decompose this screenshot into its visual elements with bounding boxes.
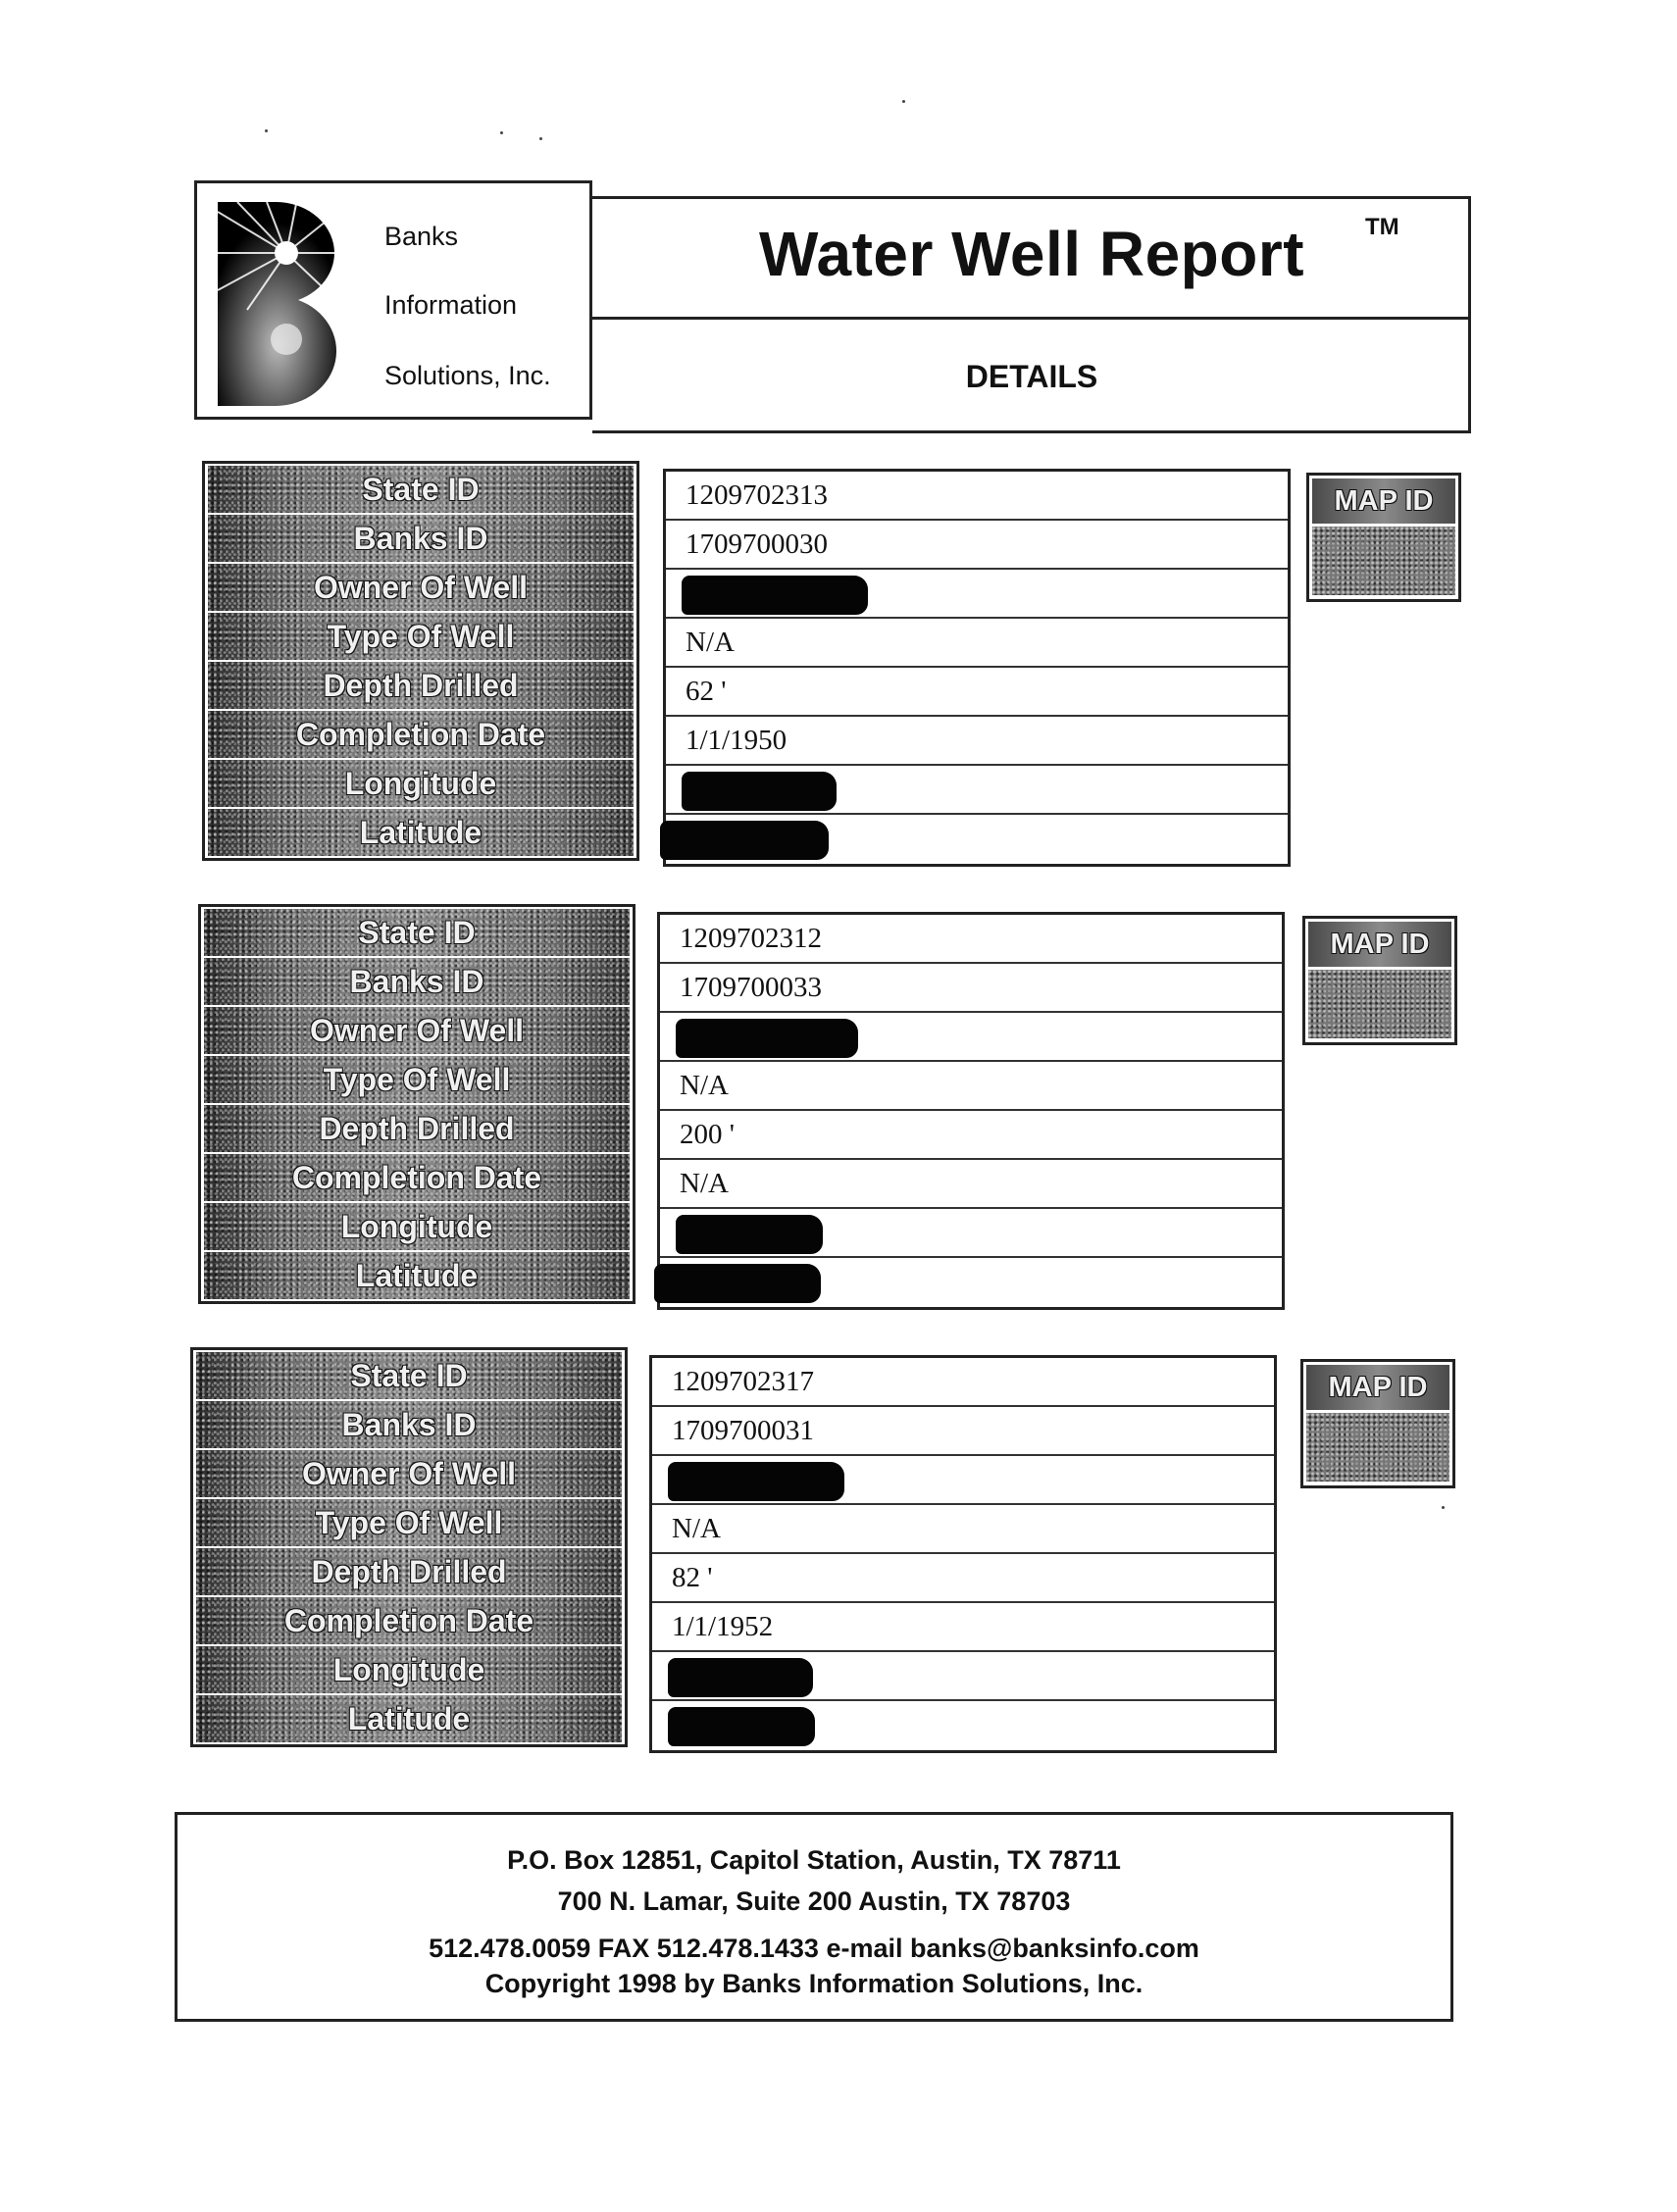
scan-speck: [500, 131, 503, 134]
label-completion-date: Completion Date: [204, 1154, 630, 1201]
label-depth-drilled: Depth Drilled: [204, 1105, 630, 1152]
label-owner-of-well: Owner Of Well: [196, 1450, 622, 1497]
value-type-of-well: N/A: [652, 1505, 1274, 1554]
label-completion-date: Completion Date: [196, 1597, 622, 1644]
scan-speck: [539, 137, 542, 140]
value-depth-drilled: 82 ': [652, 1554, 1274, 1603]
label-state-id: State ID: [196, 1352, 622, 1399]
label-longitude: Longitude: [196, 1646, 622, 1693]
company-name-line-2: Information: [384, 290, 518, 320]
label-state-id: State ID: [208, 466, 634, 513]
redaction-mark: [660, 821, 829, 860]
value-type-of-well: N/A: [660, 1062, 1282, 1111]
label-type-of-well: Type Of Well: [208, 613, 634, 660]
footer-po-box: P.O. Box 12851, Capitol Station, Austin, TX 78711: [507, 1845, 1121, 1875]
scan-speck: [902, 100, 905, 103]
map-id-label: MAP ID: [1312, 478, 1455, 524]
redaction-mark: [668, 1658, 813, 1697]
label-depth-drilled: Depth Drilled: [196, 1548, 622, 1595]
value-latitude: [666, 815, 1288, 864]
company-name-line-3: Solutions, Inc.: [384, 361, 551, 390]
value-type-of-well: N/A: [666, 619, 1288, 668]
value-completion-date: 1/1/1950: [666, 717, 1288, 766]
label-banks-id: Banks ID: [208, 515, 634, 562]
footer-copyright: Copyright 1998 by Banks Information Solutions, Inc.: [484, 1969, 1143, 1998]
map-id-value: [1308, 970, 1451, 1038]
redaction-mark: [676, 1019, 858, 1058]
value-banks-id: 1709700033: [660, 964, 1282, 1013]
footer-street-address: 700 N. Lamar, Suite 200 Austin, TX 78703: [557, 1886, 1071, 1916]
well-2-values: [657, 912, 1285, 1310]
label-longitude: Longitude: [204, 1203, 630, 1250]
value-completion-date: 1/1/1952: [652, 1603, 1274, 1652]
well-2-labels: [198, 904, 635, 1304]
label-completion-date: Completion Date: [208, 711, 634, 758]
redaction-mark: [668, 1707, 815, 1746]
redaction-mark: [668, 1462, 844, 1501]
banks-logo-icon: [218, 202, 353, 406]
label-owner-of-well: Owner Of Well: [204, 1007, 630, 1054]
well-2-map-id: [1302, 916, 1457, 1045]
label-banks-id: Banks ID: [196, 1401, 622, 1448]
label-longitude: Longitude: [208, 760, 634, 807]
report-title: Water Well Report: [758, 219, 1305, 289]
title-divider: [592, 317, 1471, 320]
redaction-mark: [682, 576, 868, 615]
company-name-line-1: Banks: [384, 222, 459, 251]
label-state-id: State ID: [204, 909, 630, 956]
value-depth-drilled: 62 ': [666, 668, 1288, 717]
map-id-label: MAP ID: [1306, 1365, 1449, 1410]
label-banks-id: Banks ID: [204, 958, 630, 1005]
well-3-values: [649, 1355, 1277, 1753]
map-id-value: [1312, 527, 1455, 595]
value-owner-of-well: [660, 1013, 1282, 1062]
footer-contact-line: 512.478.0059 FAX 512.478.1433 e-mail banks@banksinfo.com: [429, 1934, 1199, 1963]
scan-speck: [1442, 1506, 1445, 1509]
value-longitude: [666, 766, 1288, 815]
value-owner-of-well: [666, 570, 1288, 619]
redaction-mark: [676, 1215, 823, 1254]
scan-speck: [265, 129, 268, 132]
redaction-mark: [654, 1264, 821, 1303]
value-longitude: [652, 1652, 1274, 1701]
well-3-labels: [190, 1347, 628, 1747]
well-1-values: [663, 469, 1291, 867]
label-type-of-well: Type Of Well: [204, 1056, 630, 1103]
value-latitude: [660, 1258, 1282, 1307]
label-latitude: Latitude: [204, 1252, 630, 1299]
label-latitude: Latitude: [196, 1695, 622, 1742]
details-heading: DETAILS: [965, 359, 1098, 394]
value-state-id: 1209702312: [660, 915, 1282, 964]
label-latitude: Latitude: [208, 809, 634, 856]
value-banks-id: 1709700031: [652, 1407, 1274, 1456]
value-longitude: [660, 1209, 1282, 1258]
value-completion-date: N/A: [660, 1160, 1282, 1209]
value-state-id: 1209702317: [652, 1358, 1274, 1407]
label-depth-drilled: Depth Drilled: [208, 662, 634, 709]
well-3-map-id: [1300, 1359, 1455, 1488]
label-type-of-well: Type Of Well: [196, 1499, 622, 1546]
map-id-value: [1306, 1413, 1449, 1482]
well-1-labels: [202, 461, 639, 861]
well-1-map-id: [1306, 473, 1461, 602]
value-depth-drilled: 200 ': [660, 1111, 1282, 1160]
value-latitude: [652, 1701, 1274, 1750]
trademark-mark: TM: [1365, 214, 1399, 240]
value-banks-id: 1709700030: [666, 521, 1288, 570]
map-id-label: MAP ID: [1308, 922, 1451, 967]
value-owner-of-well: [652, 1456, 1274, 1505]
label-owner-of-well: Owner Of Well: [208, 564, 634, 611]
redaction-mark: [682, 772, 837, 811]
value-state-id: 1209702313: [666, 472, 1288, 521]
